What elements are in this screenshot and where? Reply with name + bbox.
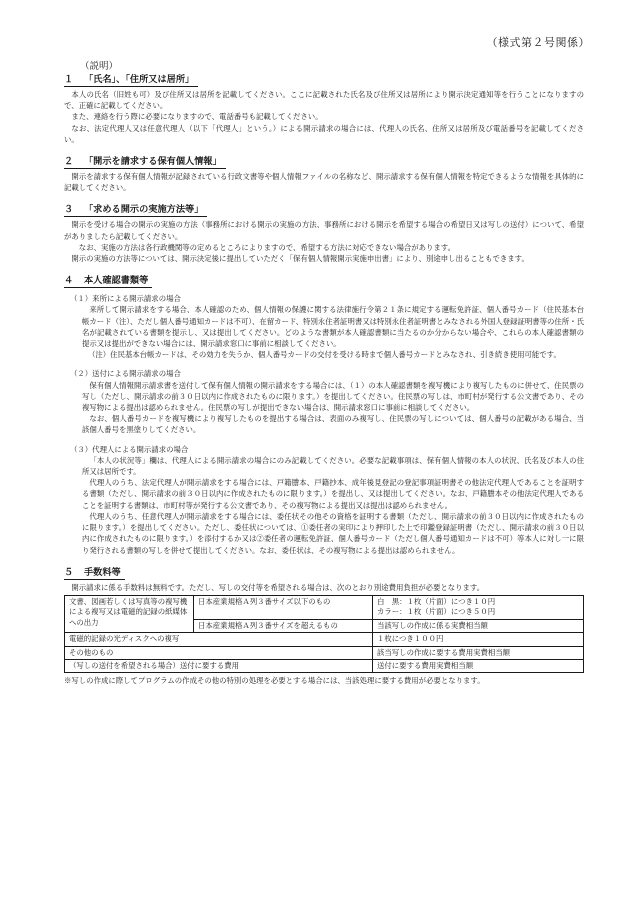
section-1-title: 「氏名」、「住所又は居所」 [84,74,195,85]
table-cell: （写しの送付を希望される場合）送付に要する費用 [65,659,373,672]
section-5-title: 手数料等 [84,566,121,578]
form-identifier: （様式第２号関係） [486,36,590,49]
subsection-visit-body: 来所して開示請求をする場合、本人確認のため、個人情報の保護に関する法律施行令第２１条に規定する運転免許証、個人番号カード（住民基本台帳カード（注）、ただし個人番号通知カードは不可）、在留カード、特別永住者証明書又は特別永住者証明書とみなされる外国人登録証明書等の住所・氏名が記載されている書類を提示し、又は提出してください。どのような書類が本人確認書類に当たるのか分からない場合や、これらの本人確認書類の提示又は提出ができない場合には、開示請求窓口に事前に相談してください。 [82,305,584,349]
subsection-agent-body: 「本人の状況等」欄は、代理人による開示請求の場合にのみ記載してください。必要な記載事項は、保有個人情報の本人の状況、氏名及び本人の住所又は居所です。 [82,455,584,477]
section-3-number: ３ [64,204,74,216]
table-cell: 日本産業規格Ａ列３番サイズを超えるもの [194,619,373,632]
subsection-mail-body: なお、個人番号カードを複写機により複写したものを提出する場合は、表面のみ複写し、住民票の写しについては、個人番号の記載がある場合、当該個人番号を黒塗りしてください。 [82,414,584,435]
section-1-paragraph: なお、法定代理人又は任意代理人（以下「代理人」という。）による開示請求の場合には、代理人の氏名、住所又は居所及び電話番号を記載してください。 [64,123,584,144]
section-3-title: 「求める開示の実施方法等」 [84,204,204,216]
section-5-heading [64,567,125,580]
section-2-title: 「開示を請求する保有個人情報」 [84,156,222,168]
table-row [65,646,584,659]
subsection-visit-note: （注）住民基本台帳カードは、その効力を失うか、個人番号カードの交付を受ける時まで個人番号カードとみなされ、引き続き使用可能です。 [88,350,561,360]
table-cell: 文書、図画若しくは写真等の複写機による複写又は電磁的記録の紙媒体への出力 [65,595,194,632]
section-1-heading [64,74,198,87]
fee-bw: 白 黒：１枚（片面）につき１０円 [377,596,496,606]
table-cell: １枚につき１００円 [373,633,584,646]
document-body [64,72,584,687]
subsection-visit [64,293,584,360]
section-3-paragraph: 開示を受ける場合の開示の実施の方法（事務所における開示の実施の方法、事務所における開示を希望する場合の希望日又は写しの送付）について、希望がありましたら記載してください。 [64,220,584,241]
section-1-paragraph: 本人の氏名（旧姓も可）及び住所又は居所を記載してください。ここに記載された氏名及び住所又は居所により開示決定通知等を行うことになりますので、正確に記載してください。 [64,90,584,111]
table-cell [373,595,584,619]
subsection-agent-body: 代理人のうち、任意代理人が開示請求をする場合には、委任状その他その資格を証明する書類（ただし、開示請求の前３０日以内に作成されたものに限ります。）を提出してください。ただし、委任状については、①委任者の実印により押印した上で印鑑登録証明書（ただし、開示請求の前３０日以内に作成されたものに限ります。）を添付するか又は②委任者の運転免許証、個人番号カード（ただし個人番号通知カードは不可）等本人に対し一に限り発行される書類の写しを併せて提出してください。なお、委任状は、その複写物による提出は認められません。 [82,511,584,555]
section-2-paragraph: 開示を請求する保有個人情報が記録されている行政文書等や個人情報ファイルの名称など、開示請求する保有個人情報を特定できるような情報を具体的に記載してください。 [64,172,584,193]
subsection-mail [64,368,584,435]
table-cell: 日本産業規格Ａ列３番サイズ以下のもの [194,595,373,619]
table-row [65,633,584,646]
subsection-visit-title: （１）来所による開示請求の場合 [70,294,181,304]
explanation-caption: （説明） [80,61,119,72]
section-4-number: ４ [64,275,74,287]
table-cell: 当該写しの作成に係る実費相当額 [373,619,584,632]
section-4-title: 本人確認書類等 [84,275,149,287]
subsection-agent-body: 代理人のうち、法定代理人が開示請求をする場合には、戸籍謄本、戸籍抄本、成年後見登記の登記事項証明書その他法定代理人であることを証明する書類（ただし、開示請求の前３０日以内に作成されたものに限ります。）を提出し、又は提出してください。なお、戸籍謄本その他法定代理人であることを証明する書類は、市町村等が発行する公文書であり、その複写物による提出又は提出は認められません。 [82,478,584,510]
subsection-agent [64,444,584,556]
section-3-paragraph: なお、実施の方法は各行政機関等の定めるところによりますので、希望する方法に対応できない場合があります。 [78,242,455,252]
fee-color: カラー：１枚（片面）につき５０円 [377,607,496,617]
table-row [65,595,584,619]
subsection-mail-title: （２）送付による開示請求の場合 [70,369,181,379]
section-5-number: ５ [64,566,74,578]
section-3-paragraph: 開示の実施の方法等については、開示決定後に提出していただく「保有個人情報開示実施申出書」により、別途申し出ることもできます。 [71,254,529,264]
table-cell: 電磁的記録の光ディスクへの複写 [65,633,373,646]
table-cell: その他のもの [65,646,373,659]
subsection-mail-body: 保有個人情報開示請求書を送付して保有個人情報の開示請求をする場合には、（１）の本人確認書類を複写機により複写したものに併せて、住民票の写し（ただし、開示請求の前３０日以内に作成されたものに限ります。）を提出してください。住民票の写しは、市町村が発行する公文書であり、その複写物による提出は認められません。住民票の写しが提出できない場合は、開示請求窓口に事前に相談してください。 [82,380,584,413]
section-1-number: １ [64,74,74,85]
section-2-heading [64,156,226,169]
fee-footnote: ※写しの作成に際してプログラムの作成その他の特別の処理を必要とする場合には、当該処理に要する費用が必要となります。 [64,676,485,686]
table-cell: 該当写しの作成に要する費用実費相当額 [373,646,584,659]
table-row [65,659,584,672]
subsection-agent-title: （３）代理人による開示請求の場合 [70,444,189,454]
section-1-paragraph: また、連絡を行う際に必要になりますので、電話番号も記載してください。 [71,112,323,122]
section-2-number: ２ [64,156,74,168]
fee-table [64,595,584,673]
section-5-intro: 開示請求に係る手数料は無料です。ただし、写しの交付等を希望される場合は、次のとおり別途費用負担が必要となります。 [71,582,485,592]
table-cell: 送付に要する費用実費相当額 [373,659,584,672]
section-3-heading [64,204,207,217]
section-4-heading [64,275,152,288]
